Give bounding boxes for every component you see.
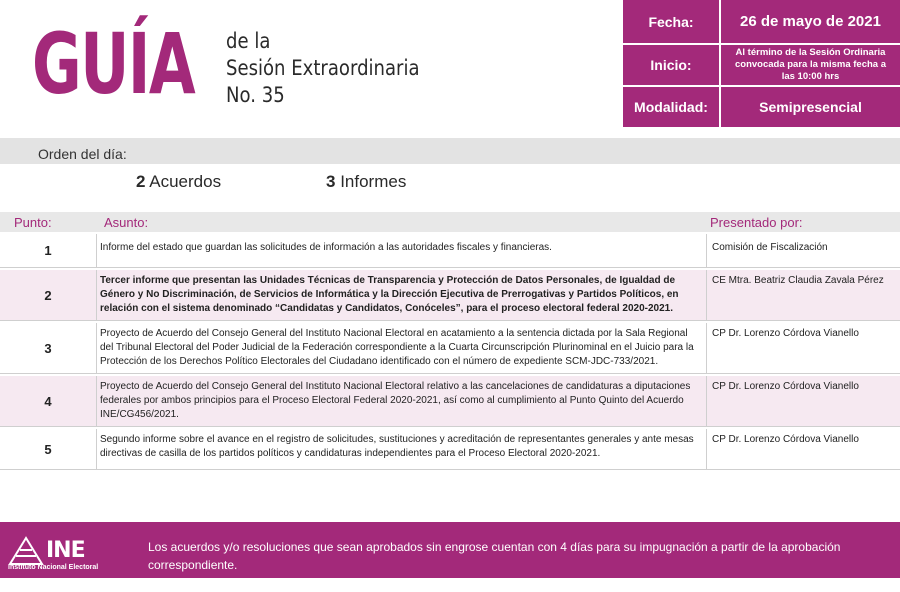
row-punto: 3 bbox=[44, 340, 52, 356]
row-punto: 2 bbox=[44, 287, 52, 303]
ine-logo-subtitle: Instituto Nacional Electoral bbox=[8, 564, 99, 571]
column-divider bbox=[706, 429, 707, 469]
subtitle-line-1: de la bbox=[226, 29, 271, 53]
guide-header bbox=[0, 0, 900, 130]
row-asunto: Tercer informe que presentan las Unidades Técnicas de Transparencia y Protección de Datos Personales, de Igualdad de Género y No Discriminación, de Servicios de Informática y la Dirección Ejecutiva de Prerrogativas y Partidos Políticos, en relación con el sistema denominado “Candidatas y Candidatos, Conóceles”, para el proceso electoral federal 2020-2021. bbox=[100, 275, 679, 314]
ine-emblem-icon bbox=[8, 536, 44, 566]
row-presentado: CP Dr. Lorenzo Córdova Vianello bbox=[712, 434, 859, 445]
header-punto: Punto: bbox=[14, 215, 52, 230]
column-divider bbox=[96, 429, 97, 469]
table-row bbox=[0, 321, 900, 374]
row-presentado: CE Mtra. Beatriz Claudia Zavala Pérez bbox=[712, 275, 884, 286]
column-divider bbox=[706, 376, 707, 426]
footer-notice bbox=[148, 538, 900, 592]
row-asunto: Informe del estado que guardan las solicitudes de información a las autoridades fiscales y financieras. bbox=[100, 242, 552, 253]
column-divider bbox=[96, 270, 97, 320]
guide-title: GUÍA bbox=[32, 15, 195, 113]
agenda-table bbox=[0, 212, 900, 470]
session-info-box bbox=[623, 0, 900, 127]
row-punto: 4 bbox=[44, 393, 52, 409]
acuerdos-count: 2 bbox=[136, 172, 146, 191]
modalidad-label: Modalidad: bbox=[623, 87, 719, 127]
informes-label: Informes bbox=[340, 172, 407, 191]
row-punto: 5 bbox=[44, 441, 52, 457]
table-row bbox=[0, 232, 900, 268]
guide-subtitle bbox=[226, 28, 420, 109]
fecha-label: Fecha: bbox=[623, 0, 719, 43]
row-punto: 1 bbox=[44, 243, 52, 258]
column-divider bbox=[96, 323, 97, 373]
table-row bbox=[0, 427, 900, 470]
inicio-label: Inicio: bbox=[623, 45, 719, 85]
row-asunto: Segundo informe sobre el avance en el registro de solicitudes, sustituciones y acreditación de representantes generales y ante mesas directivas de casilla de los partidos políticos y candidaturas independientes para el Proceso Electoral 2020-2021. bbox=[100, 434, 694, 459]
table-row bbox=[0, 268, 900, 321]
row-asunto: Proyecto de Acuerdo del Consejo General del Instituto Nacional Electoral relativo a las cancelaciones de candidaturas a diputaciones federales por ambos principios para el Proceso Electoral Federal 2020-2021, así como al cumplimiento al Punto Quinto del Acuerdo INE/CG456/2021. bbox=[100, 381, 691, 420]
informes-count: 3 bbox=[326, 172, 336, 191]
subtitle-line-3: No. 35 bbox=[226, 83, 285, 107]
header-presentado: Presentado por: bbox=[710, 215, 803, 230]
informes-summary bbox=[326, 172, 406, 192]
row-presentado: CP Dr. Lorenzo Córdova Vianello bbox=[712, 328, 859, 339]
ine-logo-text: INE bbox=[46, 538, 85, 563]
row-presentado: CP Dr. Lorenzo Córdova Vianello bbox=[712, 381, 859, 392]
table-header bbox=[0, 212, 900, 232]
column-divider bbox=[96, 234, 97, 267]
orden-label: Orden del día: bbox=[38, 146, 127, 162]
acuerdos-label: Acuerdos bbox=[149, 172, 222, 191]
table-row bbox=[0, 374, 900, 427]
orden-bar bbox=[0, 138, 900, 164]
inicio-value: Al término de la Sesión Ordinaria convocada para la misma fecha a las 10:00 hrs bbox=[721, 45, 900, 85]
column-divider bbox=[96, 376, 97, 426]
footer-line-1: Los acuerdos y/o resoluciones que sean aprobados sin engrose cuentan con 4 días para su impugnación a partir de la aprobación correspondiente. bbox=[148, 540, 841, 572]
header-asunto: Asunto: bbox=[104, 215, 149, 230]
footer-line-2: Aquellos acuerdos y/o resoluciones con engrose tendrán los mismos días a partir de su notificación vía correo electrónico. bbox=[148, 576, 798, 590]
subtitle-line-2: Sesión Extraordinaria bbox=[226, 56, 420, 80]
fecha-value: 26 de mayo de 2021 bbox=[721, 0, 900, 43]
column-divider bbox=[706, 270, 707, 320]
acuerdos-summary bbox=[136, 172, 221, 192]
row-asunto: Proyecto de Acuerdo del Consejo General del Instituto Nacional Electoral en acatamiento a la sentencia dictada por la Sala Regional del Tribunal Electoral del Poder Judicial de la Federación correspondiente a la Cuarta Circunscripción Plurinominal en el Juicio para la Protección de los Derechos Político Electorales del Ciudadano identificado con el número de expediente SCM-JDC-733/2021. bbox=[100, 328, 694, 367]
column-divider bbox=[706, 323, 707, 373]
column-divider bbox=[706, 234, 707, 267]
ine-logo bbox=[6, 530, 136, 574]
modalidad-value: Semipresencial bbox=[721, 87, 900, 127]
row-presentado: Comisión de Fiscalización bbox=[712, 242, 828, 253]
